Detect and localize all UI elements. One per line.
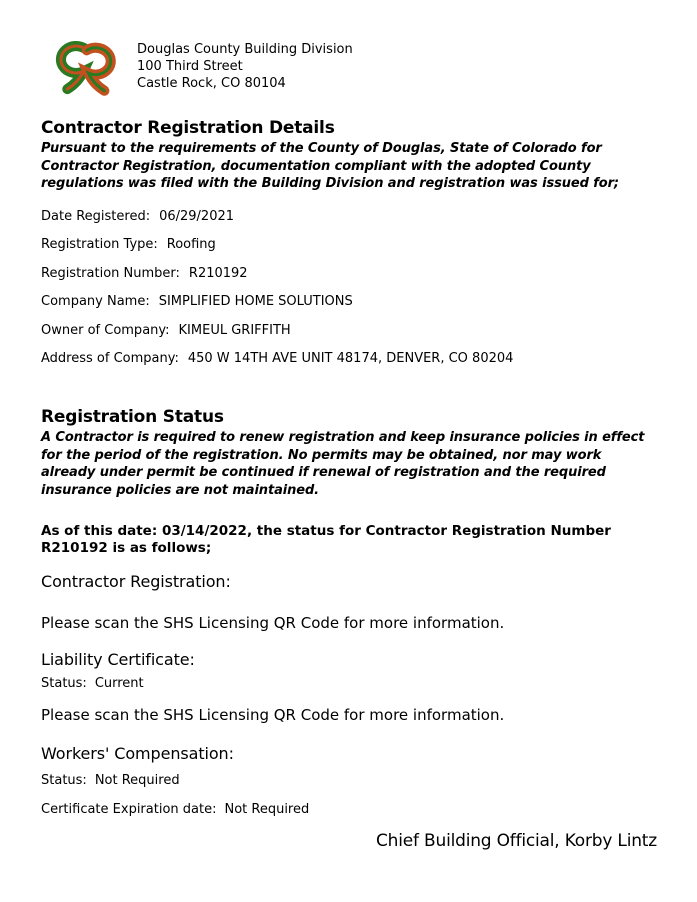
detail-row-address — [41, 350, 657, 367]
detail-label: Registration Type: — [41, 237, 158, 252]
detail-label: Date Registered: — [41, 208, 151, 224]
liability-certificate-heading: Liability Certificate: — [41, 650, 195, 669]
registration-status-title: Registration Status — [41, 407, 224, 427]
letterhead — [41, 36, 657, 100]
contractor-registration-heading: Contractor Registration: — [41, 572, 231, 591]
contractor-registration-note: Please scan the SHS Licensing QR Code for more information. — [41, 614, 505, 632]
liability-certificate-note: Please scan the SHS Licensing QR Code for more information. — [41, 706, 505, 724]
logo-right-ribbon — [87, 48, 111, 91]
liability-status-line — [41, 675, 657, 692]
detail-label: Owner of Company: — [41, 322, 170, 338]
detail-row-registration-type — [41, 236, 657, 253]
registration-details-title: Contractor Registration Details — [41, 118, 335, 138]
status-as-of-text: As of this date: 03/14/2022, the status for Contractor Registration Number R210192 is as follows; — [41, 523, 611, 556]
org-name: Douglas County Building Division — [137, 42, 353, 57]
detail-row-company-name — [41, 293, 657, 310]
status-value: Current — [94, 676, 144, 691]
detail-label: Company Name: — [41, 294, 150, 309]
detail-value: 450 W 14TH AVE UNIT 48174, DENVER, CO 80204 — [187, 351, 514, 366]
douglas-county-logo-icon — [41, 36, 129, 100]
workers-compensation-heading: Workers' Compensation: — [41, 744, 234, 763]
status-label: Status: — [41, 773, 87, 788]
letterhead-address — [137, 36, 353, 92]
detail-value: KIMEUL GRIFFITH — [178, 322, 291, 338]
detail-value: R210192 — [188, 265, 248, 281]
detail-value: SIMPLIFIED HOME SOLUTIONS — [158, 294, 353, 309]
detail-label: Address of Company: — [41, 351, 179, 366]
detail-value: 06/29/2021 — [159, 208, 235, 224]
detail-label: Registration Number: — [41, 265, 180, 281]
workers-comp-expiration-line — [41, 801, 657, 818]
registration-details-intro: Pursuant to the requirements of the County of Douglas, State of Colorado for Contractor Registration, documentation compliant with the adopted County regulations was filed with the Building Division and registration was issued for; — [41, 141, 620, 191]
status-value: Not Required — [94, 773, 180, 788]
registration-status-intro: A Contractor is required to renew registration and keep insurance policies in effect for the period of the registration. No permits may be obtained, nor may work already under permit be continued if renewal of registration and the required insurance policies are not maintained. — [41, 430, 645, 498]
workers-comp-status-line — [41, 772, 657, 789]
signature-line: Chief Building Official, Korby Lintz — [376, 831, 657, 851]
org-street: 100 Third Street — [137, 59, 243, 74]
status-label: Status: — [41, 676, 87, 691]
expiration-label: Certificate Expiration date: — [41, 802, 217, 817]
detail-row-owner — [41, 322, 657, 339]
detail-value: Roofing — [166, 237, 216, 252]
registration-details-fields — [41, 208, 657, 368]
expiration-value: Not Required — [224, 802, 310, 817]
detail-row-date-registered — [41, 208, 657, 225]
org-city-state-zip: Castle Rock, CO 80104 — [137, 76, 286, 91]
detail-row-registration-number — [41, 265, 657, 282]
